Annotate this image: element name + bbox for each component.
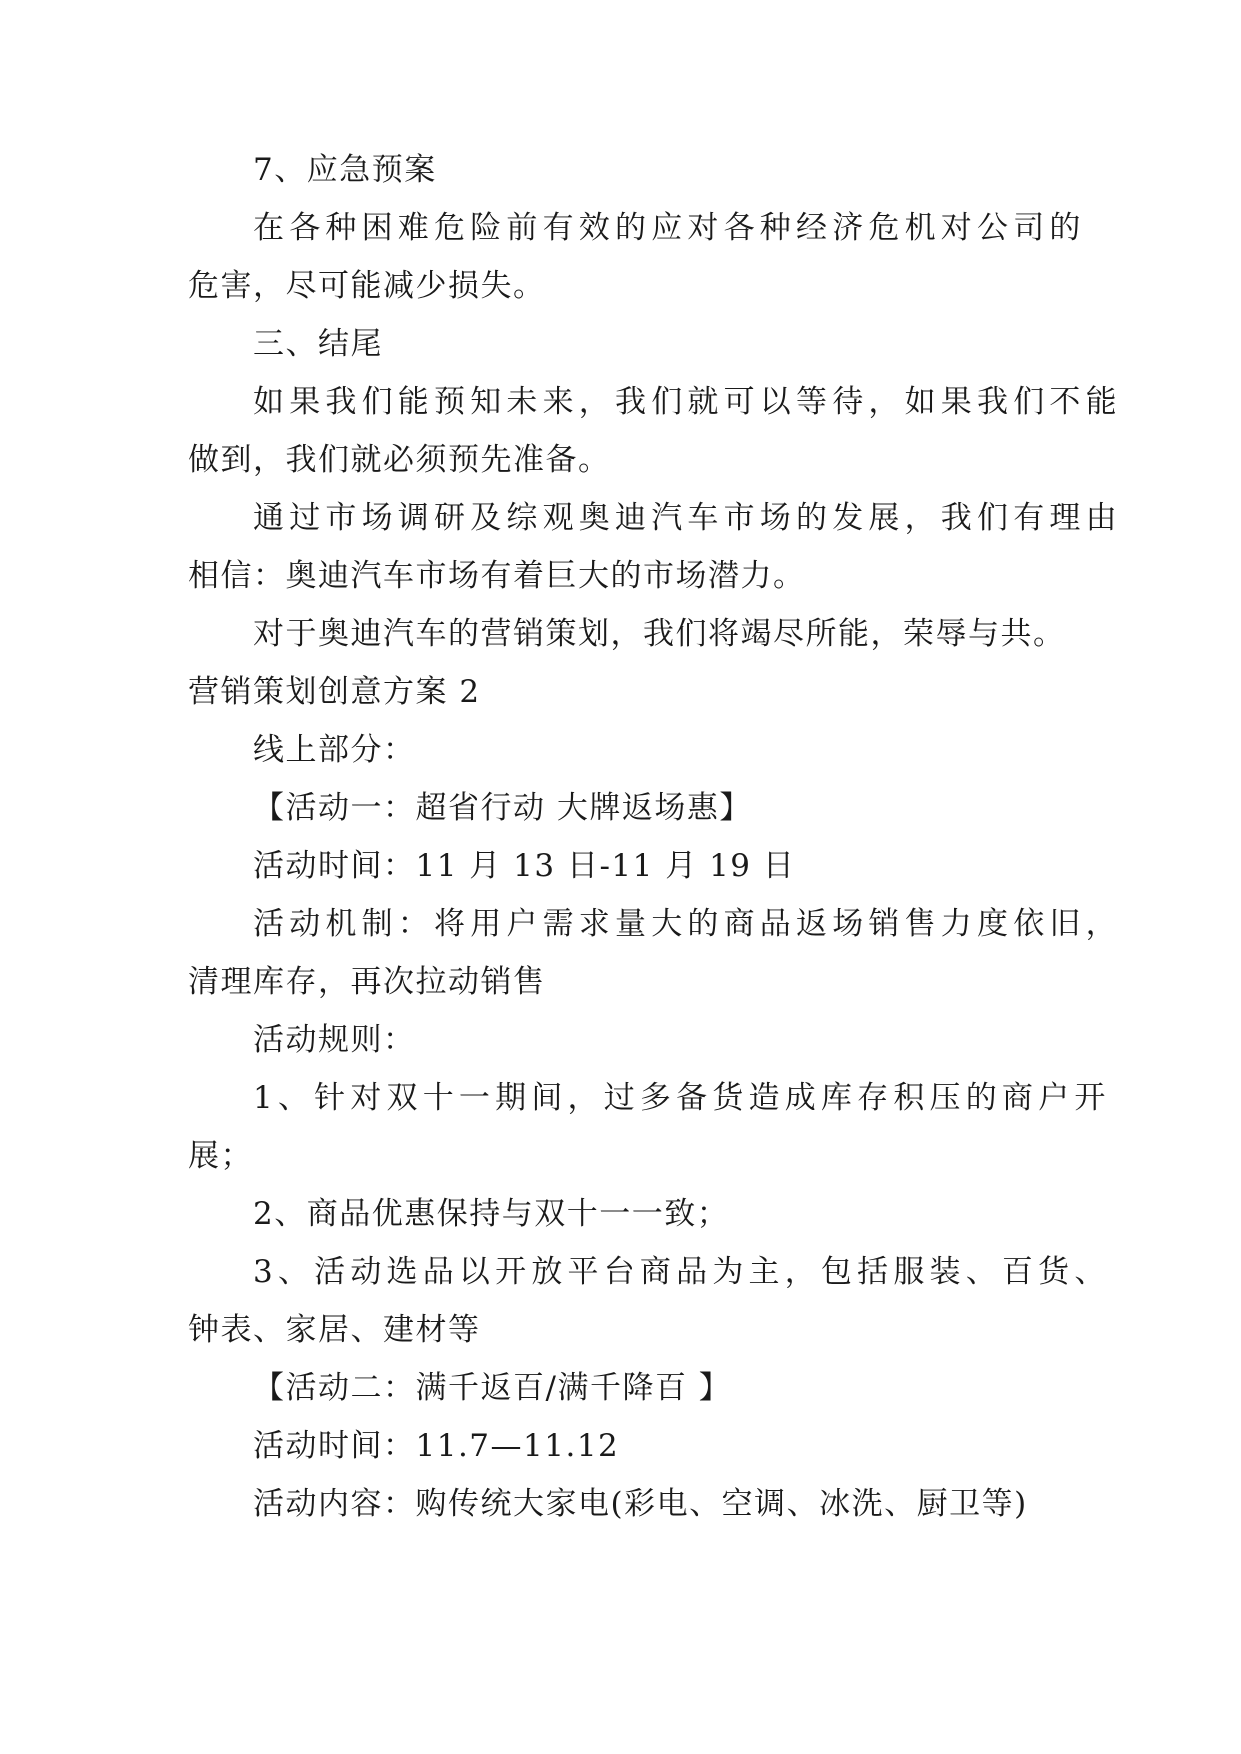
paragraph-line: 清理库存，再次拉动销售 [188, 964, 546, 1000]
paragraph-line: 对于奥迪汽车的营销策划，我们将竭尽所能，荣辱与共。 [253, 616, 1066, 652]
document-subtitle: 营销策划创意方案 2 [188, 674, 481, 710]
rule-item: 展； [188, 1138, 253, 1174]
paragraph-line: 如果我们能预知未来，我们就可以等待，如果我们不能 [253, 384, 1122, 420]
rule-item: 2、商品优惠保持与双十一一致； [253, 1196, 730, 1232]
paragraph-line: 危害，尽可能减少损失。 [188, 268, 546, 304]
section-heading-ending: 三、结尾 [253, 326, 383, 362]
paragraph-line: 做到，我们就必须预先准备。 [188, 442, 611, 478]
activity-one-title: 【活动一：超省行动 大牌返场惠】 [253, 790, 752, 826]
paragraph-line: 通过市场调研及综观奥迪汽车市场的发展，我们有理由 [253, 500, 1122, 536]
activity-two-title: 【活动二：满千返百/满千降百 】 [253, 1370, 732, 1406]
section-heading-online: 线上部分： [253, 732, 416, 768]
paragraph-line: 在各种困难危险前有效的应对各种经济危机对公司的 [253, 210, 1086, 246]
paragraph-line: 活动机制：将用户需求量大的商品返场销售力度依旧， [253, 906, 1122, 942]
rule-item: 3、活动选品以开放平台商品为主，包括服装、百货、 [253, 1254, 1111, 1290]
section-heading-emergency-plan: 7、应急预案 [253, 152, 437, 188]
rule-item: 钟表、家居、建材等 [188, 1312, 481, 1348]
activity-one-time: 活动时间：11 月 13 日-11 月 19 日 [253, 848, 796, 884]
activity-rules-heading: 活动规则： [253, 1022, 416, 1058]
activity-two-time: 活动时间：11.7—11.12 [253, 1428, 620, 1464]
rule-item: 1、针对双十一期间，过多备货造成库存积压的商户开 [253, 1080, 1111, 1116]
paragraph-line: 相信：奥迪汽车市场有着巨大的市场潜力。 [188, 558, 806, 594]
activity-two-content: 活动内容：购传统大家电(彩电、空调、冰洗、厨卫等) [253, 1486, 1028, 1522]
